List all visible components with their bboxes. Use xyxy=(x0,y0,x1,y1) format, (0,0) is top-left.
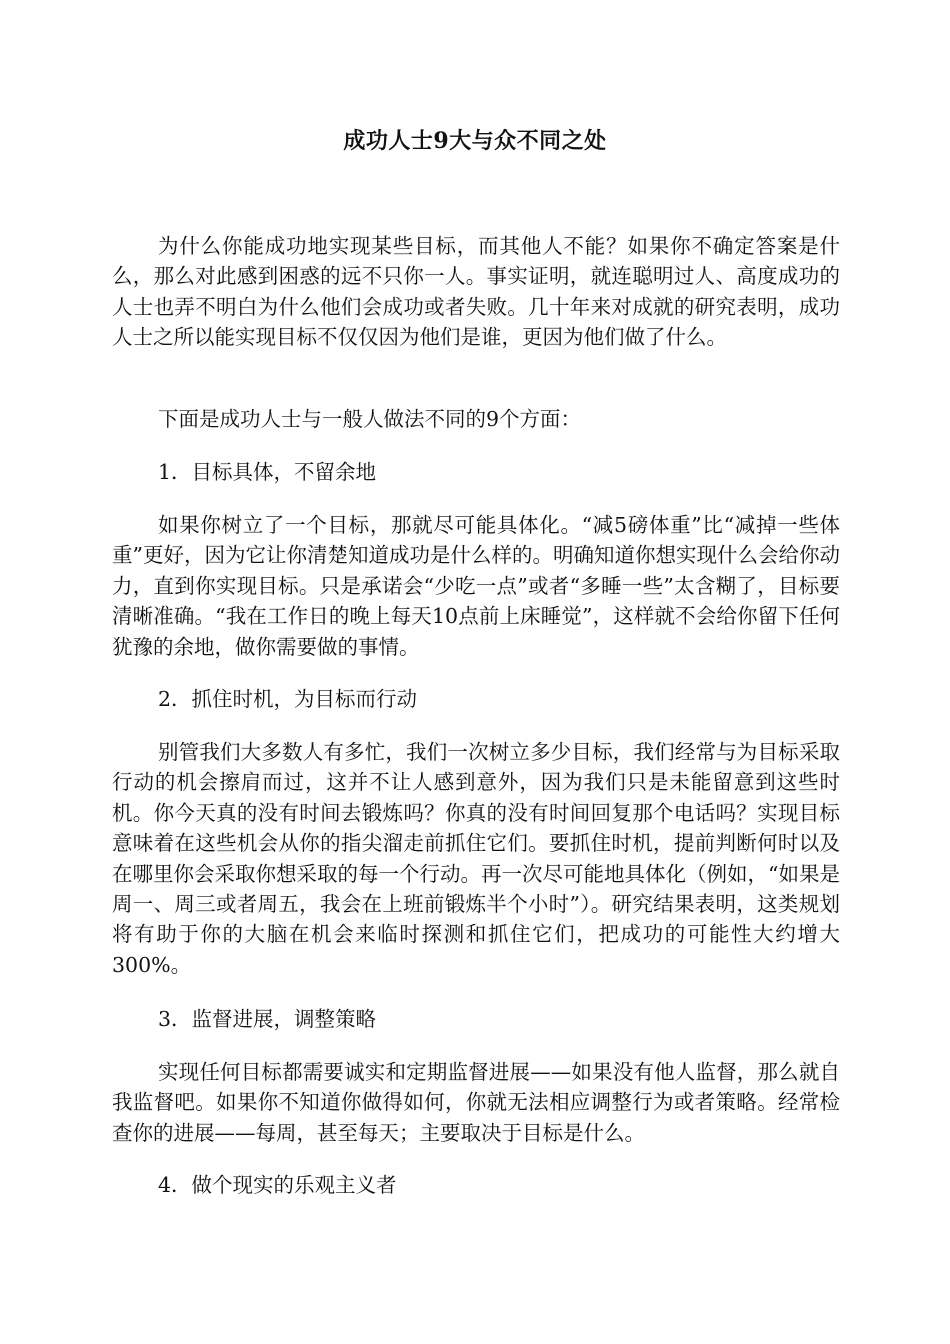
section-paragraph-3: 实现任何目标都需要诚实和定期监督进展——如果没有他人监督，那么就自我监督吧。如果你不知道你做得如何，你就无法相应调整行为或者策略。经常检查你的进展——每周，甚至每天；主要取决于目标是什么。 xyxy=(112,1060,840,1145)
section-paragraph-1: 如果你树立了一个目标，那就尽可能具体化。“减5磅体重”比“减掉一些体重”更好，因为它让你清楚知道成功是什么样的。明确知道你想实现什么会给你动力，直到你实现目标。只是承诺会“少吃一点”或者“多睡一些”太含糊了，目标要清晰准确。“我在工作日的晚上每天10点前上床睡觉”，这样就不会给你留下任何犹豫的余地，做你需要做的事情。 xyxy=(112,513,840,659)
section-paragraph-2: 别管我们大多数人有多忙，我们一次树立多少目标，我们经常与为目标采取行动的机会擦肩而过，这并不让人感到意外，因为我们只是未能留意到这些时机。你今天真的没有时间去锻炼吗？你真的没有时间回复那个电话吗？实现目标意味着在这些机会从你的指尖溜走前抓住它们。要抓住时机，提前判断何时以及在哪里你会采取你想采取的每一个行动。再一次尽可能地具体化（例如，“如果是周一、周三或者周五，我会在上班前锻炼半个小时”）。研究结果表明，这类规划将有助于你的大脑在机会来临时探测和抓住它们，把成功的可能性大约增大300%。 xyxy=(112,740,840,977)
overview-paragraph: 下面是成功人士与一般人做法不同的9个方面： xyxy=(158,407,582,431)
section-heading-1: 1．目标具体，不留余地 xyxy=(158,460,377,484)
section-heading-4: 4．做个现实的乐观主义者 xyxy=(158,1173,397,1197)
document-title: 成功人士9大与众不同之处 xyxy=(343,128,607,154)
intro-paragraph: 为什么你能成功地实现某些目标，而其他人不能？如果你不确定答案是什么，那么对此感到困惑的远不只你一人。事实证明，就连聪明过人、高度成功的人士也弄不明白为什么他们会成功或者失败。几十年来对成就的研究表明，成功人士之所以能实现目标不仅仅因为他们是谁，更因为他们做了什么。 xyxy=(112,234,840,350)
section-heading-2: 2．抓住时机，为目标而行动 xyxy=(158,687,418,711)
section-heading-3: 3．监督进展，调整策略 xyxy=(158,1007,377,1031)
